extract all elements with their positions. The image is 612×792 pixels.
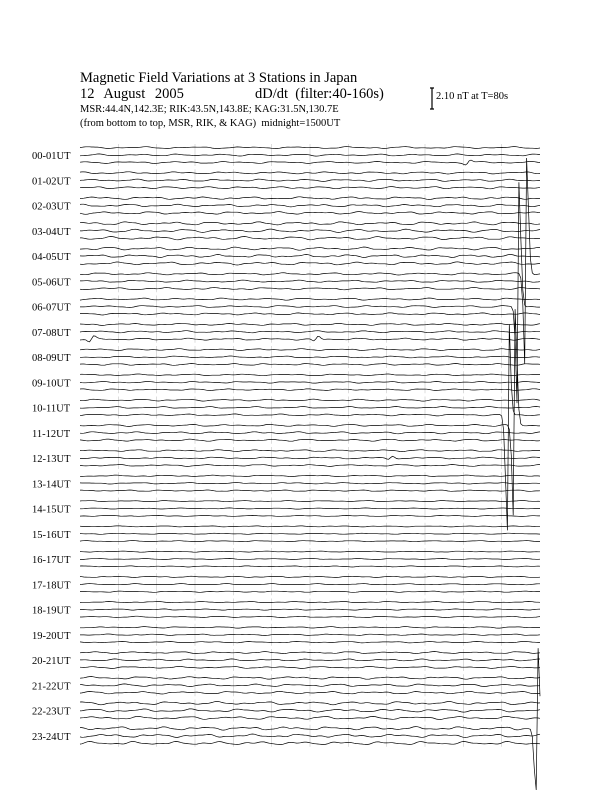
hour-label: 17-18UT bbox=[32, 580, 71, 592]
hour-label: 23-24UT bbox=[32, 731, 71, 743]
hour-label: 03-04UT bbox=[32, 226, 71, 238]
hour-label: 18-19UT bbox=[32, 605, 71, 617]
quantity-label: dD/dt bbox=[255, 86, 289, 102]
hour-label: 14-15UT bbox=[32, 504, 71, 516]
filter-label: (filter:40-160s) bbox=[295, 86, 384, 102]
date-label: 12 August 2005 bbox=[80, 86, 184, 102]
hour-label: 05-06UT bbox=[32, 277, 71, 289]
scale-bar-label: 2.10 nT at T=80s bbox=[436, 91, 509, 102]
trace-order: (from bottom to top, MSR, RIK, & KAG) bbox=[80, 118, 257, 129]
hour-label: 12-13UT bbox=[32, 454, 71, 465]
chart-title: Magnetic Field Variations at 3 Stations in Japan bbox=[80, 70, 358, 86]
hour-label: 11-12UT bbox=[32, 428, 71, 440]
hour-label: 13-14UT bbox=[32, 479, 71, 491]
scale-bar bbox=[430, 88, 434, 109]
hour-label: 15-16UT bbox=[32, 529, 71, 541]
hour-label: 22-23UT bbox=[32, 706, 71, 718]
trace-kag bbox=[80, 515, 540, 516]
hour-label: 19-20UT bbox=[32, 630, 71, 642]
hour-label: 20-21UT bbox=[32, 656, 71, 667]
hour-label: 08-09UT bbox=[32, 353, 71, 364]
hour-label: 10-11UT bbox=[32, 403, 71, 415]
station-coordinates: MSR:44.4N,142.3E; RIK:43.5N,143.8E; KAG:31.5N,130.7E bbox=[80, 104, 339, 115]
hour-label: 01-02UT bbox=[32, 176, 71, 188]
midnight-note: midnight=1500UT bbox=[261, 118, 341, 129]
hour-label: 00-01UT bbox=[32, 151, 71, 162]
hour-label: 02-03UT bbox=[32, 201, 71, 213]
hour-label: 21-22UT bbox=[32, 681, 71, 693]
hour-label: 07-08UT bbox=[32, 327, 71, 339]
hour-label: 06-07UT bbox=[32, 302, 71, 314]
hour-label: 09-10UT bbox=[32, 378, 71, 390]
hour-label: 16-17UT bbox=[32, 555, 71, 566]
hour-label: 04-05UT bbox=[32, 252, 71, 263]
